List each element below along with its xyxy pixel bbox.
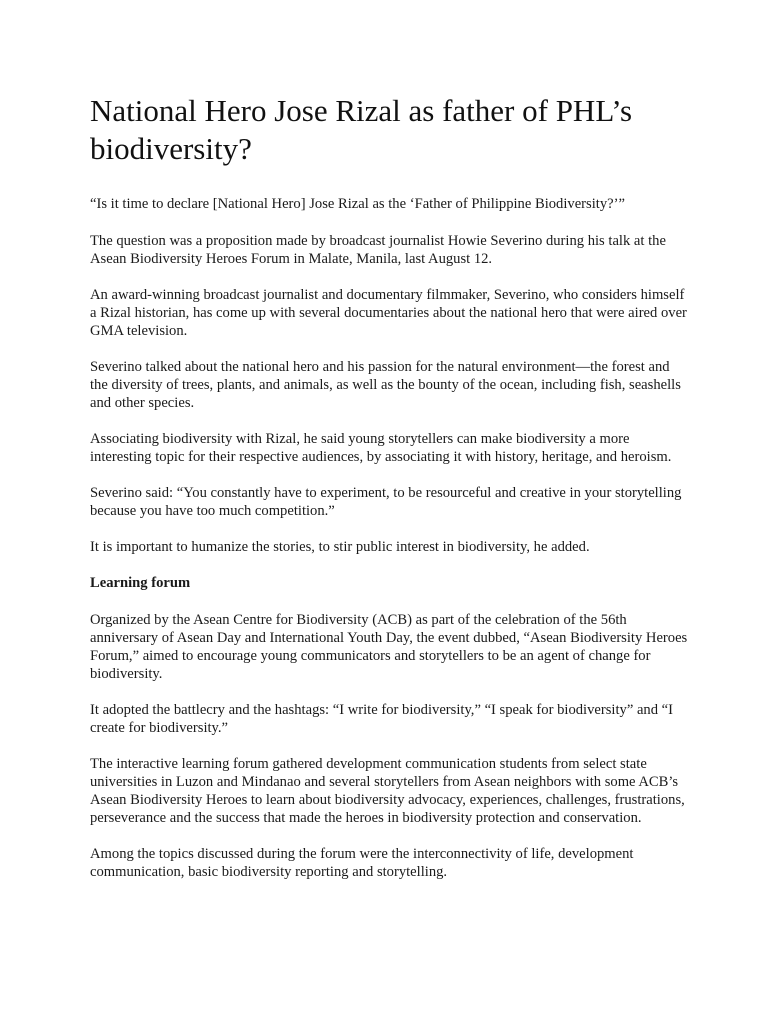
article-paragraph: Among the topics discussed during the forum were the interconnectivity of life, development communication, basic biodiversity reporting and storytelling. [90, 846, 634, 880]
article-title: National Hero Jose Rizal as father of PHL’s biodiversity? [90, 93, 633, 166]
section-subheading: Learning forum [90, 575, 191, 591]
article-paragraph: Organized by the Asean Centre for Biodiversity (ACB) as part of the celebration of the 56th anniversary of Asean Day and International Youth Day, the event dubbed, “Asean Biodiversity Heroes Forum,” aimed to encourage young communicators and storytellers to be an agent of change for biodiversity. [90, 612, 688, 682]
article-paragraph: It is important to humanize the stories, to stir public interest in biodiversity, he added. [90, 539, 590, 555]
article-paragraph: Associating biodiversity with Rizal, he said young storytellers can make biodiversity a more interesting topic for their respective audiences, by associating it with history, heritage, and heroism. [90, 431, 672, 465]
article-body [90, 195, 690, 881]
document-page [90, 92, 690, 899]
article-paragraph: Severino talked about the national hero and his passion for the natural environment—the forest and the diversity of trees, plants, and animals, as well as the bounty of the ocean, including fish, seashells and other species. [90, 359, 681, 411]
article-paragraph: Severino said: “You constantly have to experiment, to be resourceful and creative in your storytelling because you have too much competition.” [90, 485, 682, 519]
article-paragraph: The interactive learning forum gathered development communication students from select state universities in Luzon and Mindanao and several storytellers from Asean neighbors with some ACB’s Asean Biodiversity Heroes to learn about biodiversity advocacy, experiences, challenges, frustrations, perseverance and the success that made the heroes in biodiversity protection and conservation. [90, 756, 685, 826]
article-paragraph: The question was a proposition made by broadcast journalist Howie Severino during his talk at the Asean Biodiversity Heroes Forum in Malate, Manila, last August 12. [90, 233, 666, 267]
article-paragraph: It adopted the battlecry and the hashtags: “I write for biodiversity,” “I speak for biodiversity” and “I create for biodiversity.” [90, 702, 674, 736]
article-paragraph: An award-winning broadcast journalist and documentary filmmaker, Severino, who considers himself a Rizal historian, has come up with several documentaries about the national hero that were aired over GMA television. [90, 287, 687, 339]
article-paragraph: “Is it time to declare [National Hero] Jose Rizal as the ‘Father of Philippine Biodiversity?’” [90, 196, 625, 212]
